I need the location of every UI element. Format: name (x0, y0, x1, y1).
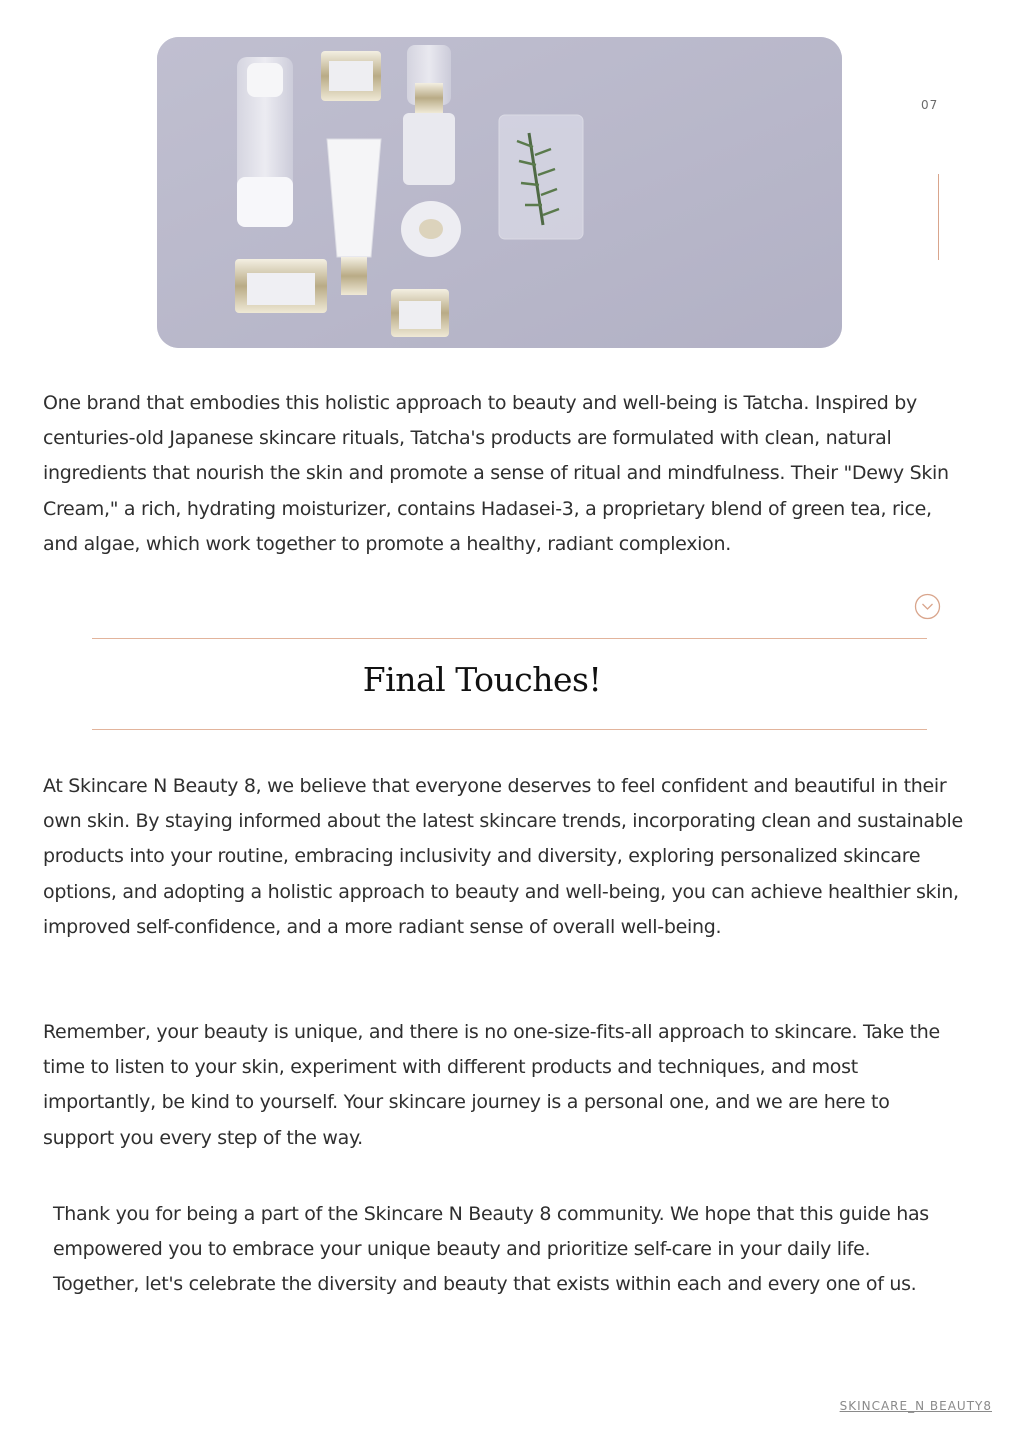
pump-bottle (237, 57, 293, 227)
accent-divider-vertical (938, 174, 939, 260)
section-title: Final Touches! (362, 660, 602, 699)
closing-paragraph: Thank you for being a part of the Skincare N Beauty 8 community. We hope that this guide has empowered you to embrace your unique beauty and prioritize self-care in your daily life. Together, let's celebrate the diversity and beauty that exists within each and every one of us. (53, 1203, 929, 1296)
beaker-rosemary (499, 115, 583, 239)
footer-handle-link[interactable]: SKINCARE_N BEAUTY8 (839, 1399, 992, 1413)
serum-bottle (403, 45, 455, 185)
section-rule-bottom (92, 729, 927, 730)
section-rule-top (92, 638, 927, 639)
chevron-down-icon[interactable] (914, 593, 941, 620)
intro-paragraph: One brand that embodies this holistic approach to beauty and well-being is Tatcha. Inspired by centuries-old Japanese skincare rituals, Tatcha's products are formulated with clean, natural ingredients that nourish the skin and promote a sense of ritual and mindfulness. Their "Dewy Skin Cream," a rich, hydrating moisturizer, contains Hadasei-3, a proprietary blend of green tea, rice, and algae, which work together to promote a healthy, radiant complexion. (43, 392, 949, 555)
body-paragraph: At Skincare N Beauty 8, we believe that everyone deserves to feel confident and beautiful in their own skin. By staying informed about the latest skincare trends, incorporating clean and sustainable products into your routine, embracing inclusivity and diversity, exploring personalized skincare options, and adopting a holistic approach to beauty and well-being, you can achieve healthier skin, improved self-confidence, and a more radiant sense of overall well-being. (43, 775, 963, 938)
hero-image (157, 37, 842, 348)
body-paragraph: Remember, your beauty is unique, and there is no one-size-fits-all approach to skincare. Take the time to listen to your skin, experiment with different products and techniques, and most importantly, be kind to yourself. Your skincare journey is a personal one, and we are here to support you every step of the way. (43, 1021, 940, 1149)
page-number: 07 (921, 98, 939, 112)
dome-jar (401, 201, 461, 257)
